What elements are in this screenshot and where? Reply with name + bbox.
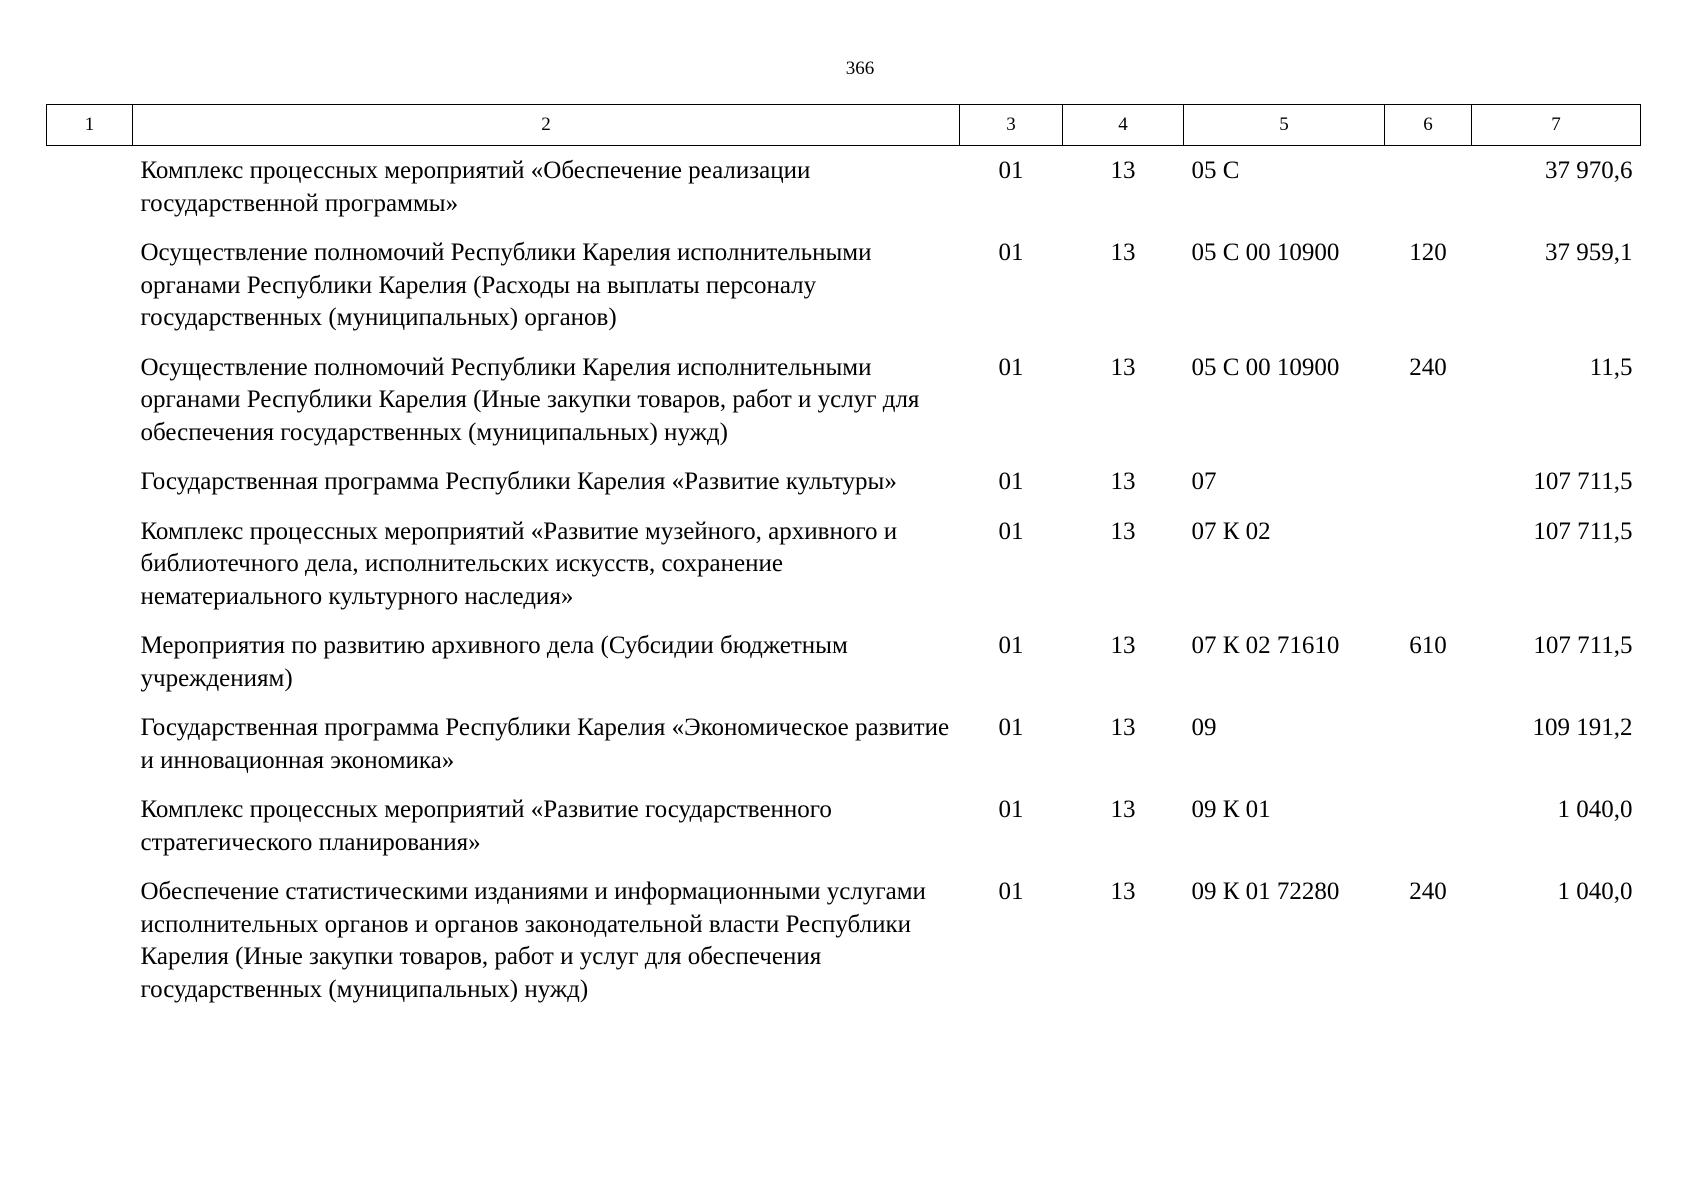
column-number-4: 4 xyxy=(1063,105,1184,146)
expense-type-code: 120 xyxy=(1409,239,1447,266)
empty-cell xyxy=(47,712,133,794)
amount: 107 711,5 xyxy=(1533,468,1633,495)
table-row xyxy=(47,630,1641,712)
subsection-code: 13 xyxy=(1110,157,1136,184)
target-article-code: 05 С 00 10900 xyxy=(1191,239,1340,266)
target-article-code: 05 С 00 10900 xyxy=(1191,353,1340,381)
expense-name: Мероприятия по развитию архивного дела (Субсидии бюджетным учреждениям) xyxy=(140,632,848,692)
table-row xyxy=(47,516,1641,631)
section-code: 01 xyxy=(998,796,1024,823)
expense-name: Комплекс процессных мероприятий «Обеспечение реализации государственной программы» xyxy=(140,157,811,217)
empty-cell xyxy=(47,794,133,876)
column-number-1: 1 xyxy=(47,105,133,146)
section-code: 01 xyxy=(998,468,1024,495)
subsection-code: 13 xyxy=(1110,517,1136,545)
column-number-6: 6 xyxy=(1385,105,1472,146)
expense-name: Комплекс процессных мероприятий «Развитие государственного стратегического планирования» xyxy=(140,796,832,856)
target-article-code: 07 К 02 xyxy=(1191,517,1271,545)
expense-type-code: 240 xyxy=(1409,878,1447,905)
budget-table xyxy=(46,104,1641,1023)
target-article-code: 09 К 01 72280 xyxy=(1191,878,1340,905)
empty-cell xyxy=(47,466,133,516)
expense-type-code: 610 xyxy=(1409,632,1447,659)
amount: 107 711,5 xyxy=(1533,517,1633,545)
subsection-code: 13 xyxy=(1110,239,1136,266)
table-row xyxy=(47,237,1641,352)
subsection-code: 13 xyxy=(1110,878,1136,905)
section-code: 01 xyxy=(998,632,1024,659)
table-row xyxy=(47,876,1641,1023)
target-article-code: 05 С xyxy=(1191,157,1240,184)
empty-cell xyxy=(47,146,133,238)
section-code: 01 xyxy=(998,239,1024,266)
table-row xyxy=(47,466,1641,516)
empty-cell xyxy=(47,352,133,467)
section-code: 01 xyxy=(998,714,1024,741)
header-row xyxy=(47,105,1641,146)
expense-type-code xyxy=(1385,794,1472,876)
column-number-3: 3 xyxy=(960,105,1063,146)
section-code: 01 xyxy=(998,157,1024,184)
table-header xyxy=(47,105,1641,146)
subsection-code: 13 xyxy=(1110,468,1136,495)
empty-cell xyxy=(47,876,133,1023)
empty-cell xyxy=(47,237,133,352)
empty-cell xyxy=(47,630,133,712)
column-number-2: 2 xyxy=(133,105,960,146)
target-article-code: 09 xyxy=(1191,714,1217,741)
expense-name: Обеспечение статистическими изданиями и информационными услугами исполнительных органов и органов законодательной власти Республики Карелия (Иные закупки товаров, работ и услуг для обеспечения государственных (муниципальных) нужд) xyxy=(140,878,926,1003)
expense-type-code xyxy=(1385,466,1472,516)
target-article-code: 07 К 02 71610 xyxy=(1191,632,1340,659)
expense-name: Осуществление полномочий Республики Карелия исполнительными органами Республики Карелия (Расходы на выплаты персоналу государственных (муниципальных) органов) xyxy=(140,239,872,331)
page-number: 366 xyxy=(845,58,875,79)
amount: 37 959,1 xyxy=(1545,239,1633,266)
target-article-code: 09 К 01 xyxy=(1191,796,1271,823)
expense-name: Комплекс процессных мероприятий «Развитие музейного, архивного и библиотечного дела, исполнительских искусств, сохранение нематериального культурного наследия» xyxy=(140,517,898,610)
table-row xyxy=(47,146,1641,238)
amount: 107 711,5 xyxy=(1533,632,1633,659)
expense-name: Осуществление полномочий Республики Карелия исполнительными органами Республики Карелия (Иные закупки товаров, работ и услуг для обеспечения государственных (муниципальных) нужд) xyxy=(140,353,920,446)
table-row xyxy=(47,352,1641,467)
expense-type-code xyxy=(1385,712,1472,794)
section-code: 01 xyxy=(998,353,1024,381)
amount: 37 970,6 xyxy=(1545,157,1633,184)
column-number-5: 5 xyxy=(1184,105,1385,146)
empty-cell xyxy=(47,516,133,631)
subsection-code: 13 xyxy=(1110,632,1136,659)
amount: 109 191,2 xyxy=(1532,714,1633,741)
amount: 11,5 xyxy=(1589,353,1633,381)
subsection-code: 13 xyxy=(1110,796,1136,823)
amount: 1 040,0 xyxy=(1557,796,1633,823)
expense-type-code: 240 xyxy=(1409,353,1447,381)
expense-name: Государственная программа Республики Карелия «Развитие культуры» xyxy=(140,468,897,495)
column-number-7: 7 xyxy=(1472,105,1641,146)
table-body xyxy=(47,146,1641,1024)
section-code: 01 xyxy=(998,517,1024,545)
amount: 1 040,0 xyxy=(1557,878,1633,905)
target-article-code: 07 xyxy=(1191,468,1217,495)
expense-type-code xyxy=(1385,516,1472,631)
section-code: 01 xyxy=(998,878,1024,905)
expense-name: Государственная программа Республики Карелия «Экономическое развитие и инновационная экономика» xyxy=(140,714,950,774)
table-row xyxy=(47,794,1641,876)
table-row xyxy=(47,712,1641,794)
expense-type-code xyxy=(1385,146,1472,238)
subsection-code: 13 xyxy=(1110,714,1136,741)
subsection-code: 13 xyxy=(1110,353,1136,381)
